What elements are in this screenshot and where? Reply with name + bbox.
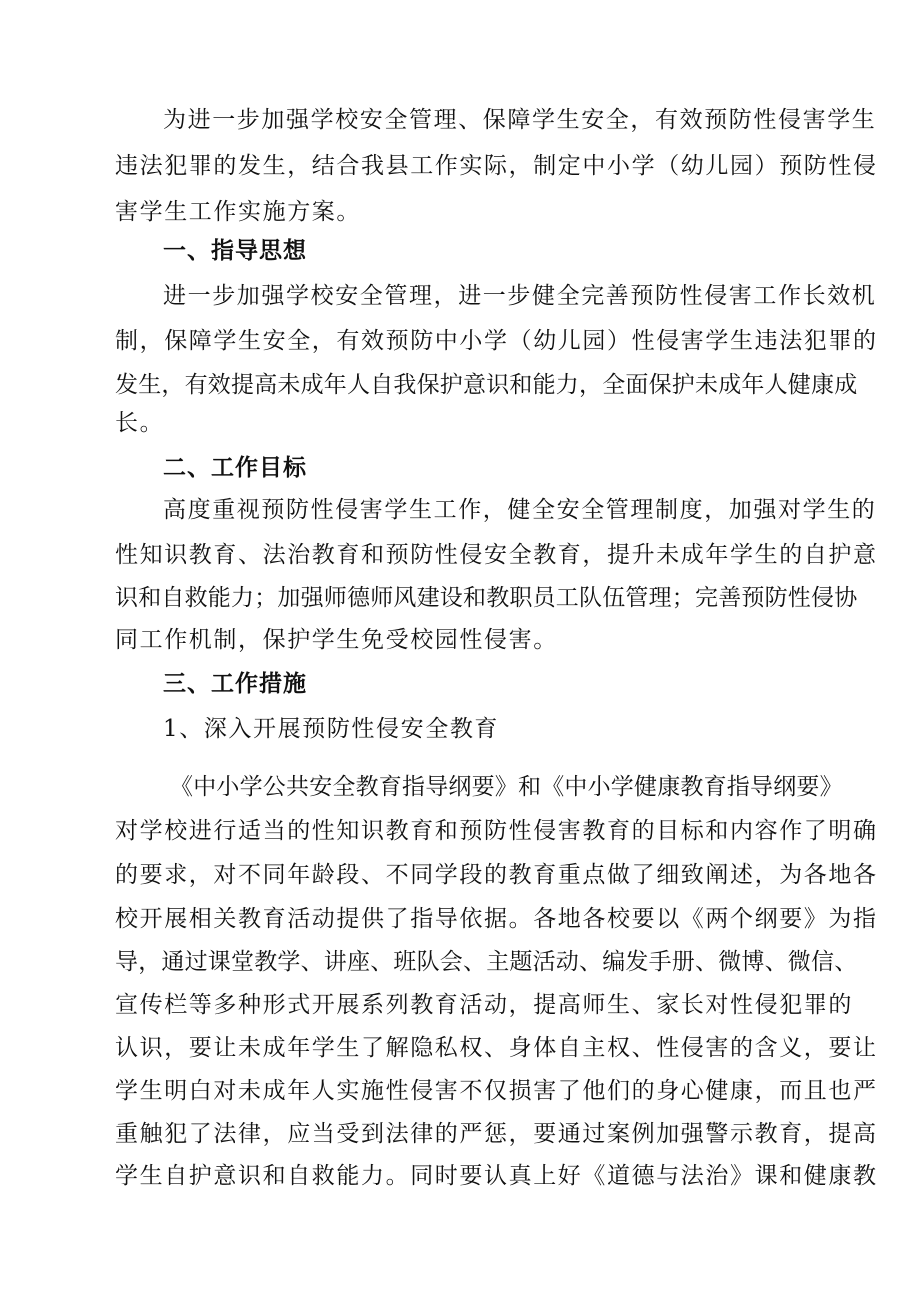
section2-paragraph-line-4: 同工作机制，保护学生免受校园性侵害。 [115,627,558,653]
section-heading-work-goals: 二、工作目标 [163,455,307,481]
section3-paragraph-line-7: 认识，要让未成年学生了解隐私权、身体自主权、性侵害的含义，要让 [115,1035,878,1061]
section3-paragraph-line-10: 学生自护意识和自救能力。同时要认真上好《道德与法治》课和健康教 [115,1163,878,1189]
section3-paragraph-line-2: 对学校进行适当的性知识教育和预防性侵害教育的目标和内容作了明确 [115,818,878,844]
section-heading-work-measures: 三、工作措施 [163,671,307,697]
section1-paragraph-line-4: 长。 [115,410,165,436]
subsection-heading-safety-education: 1、深入开展预防性侵安全教育 [163,716,500,742]
intro-paragraph-line-2: 违法犯罪的发生，结合我县工作实际，制定中小学（幼儿园）预防性侵 [115,153,878,179]
section2-paragraph-line-1: 高度重视预防性侵害学生工作，健全安全管理制度，加强对学生的 [163,497,877,523]
section1-paragraph-line-2: 制，保障学生安全，有效预防中小学（幼儿园）性侵害学生违法犯罪的 [115,328,878,354]
section3-paragraph-line-1: 《中小学公共安全教育指导纲要》和《中小学健康教育指导纲要》 [170,774,843,800]
section2-paragraph-line-2: 性知识教育、法治教育和预防性侵安全教育，提升未成年学生的自护意 [115,542,878,568]
section3-paragraph-line-3: 的要求，对不同年龄段、不同学段的教育重点做了细致阐述，为各地各 [115,862,878,888]
intro-paragraph-line-3: 害学生工作实施方案。 [115,199,361,225]
section-heading-guiding-ideology: 一、指导思想 [163,238,307,264]
section3-paragraph-line-4: 校开展相关教育活动提供了指导依据。各地各校要以《两个纲要》为指 [115,906,878,932]
section3-paragraph-line-9: 重触犯了法律，应当受到法律的严惩，要通过案例加强警示教育，提高 [115,1121,878,1147]
section3-paragraph-line-8: 学生明白对未成年人实施性侵害不仅损害了他们的身心健康，而且也严 [115,1078,878,1104]
section1-paragraph-line-1: 进一步加强学校安全管理，进一步健全完善预防性侵害工作长效机 [163,283,877,309]
intro-paragraph-line-1: 为进一步加强学校安全管理、保障学生安全，有效预防性侵害学生 [163,107,877,133]
section3-paragraph-line-5: 导，通过课堂教学、讲座、班队会、主题活动、编发手册、微博、微信、 [115,949,858,975]
section2-paragraph-line-3: 识和自救能力；加强师德师风建设和教职员工队伍管理；完善预防性侵协 [115,585,858,611]
section1-paragraph-line-3: 发生，有效提高未成年人自我保护意识和能力，全面保护未成年人健康成 [115,372,858,398]
section3-paragraph-line-6: 宣传栏等多种形式开展系列教育活动，提高师生、家长对性侵犯罪的 [115,992,853,1018]
